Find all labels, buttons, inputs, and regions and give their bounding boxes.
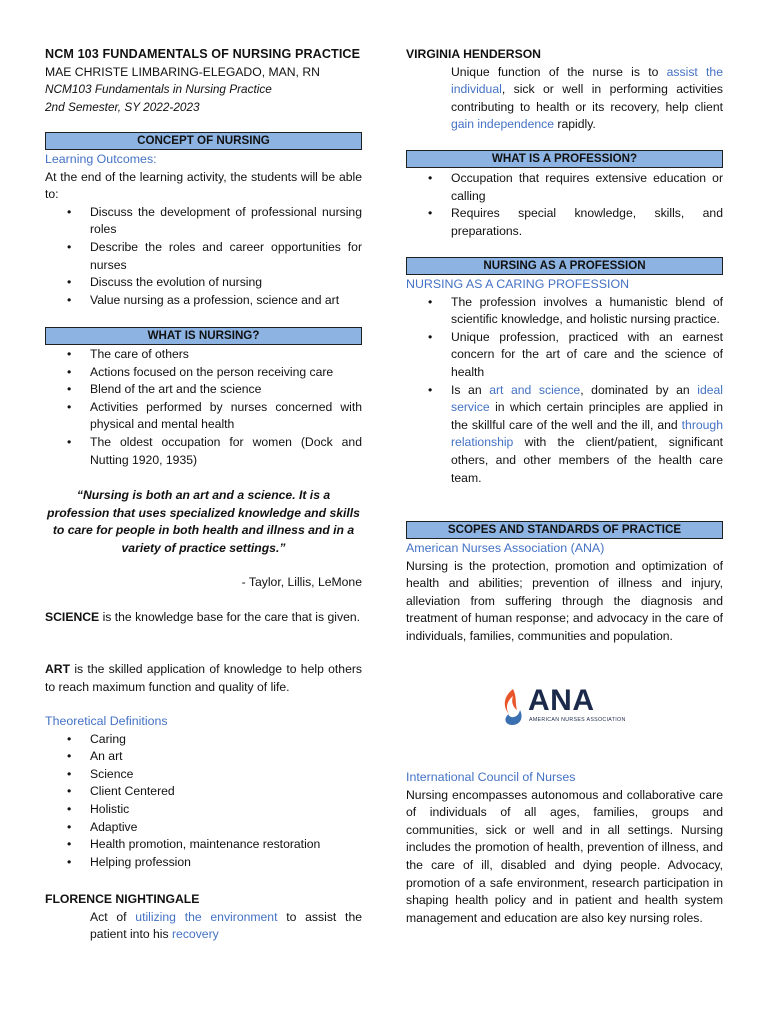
- what-is-nursing-list: [45, 346, 362, 469]
- nightingale-definition: [45, 909, 362, 944]
- list-item: • The care of others: [45, 346, 362, 364]
- text-run: to assist the patient into his: [90, 909, 362, 942]
- science-definition: [45, 609, 362, 627]
- list-item: • Adaptive: [45, 819, 362, 837]
- list-item: • Describe the roles and career opportunities for nurses: [45, 239, 362, 274]
- quote-author: - Taylor, Lillis, LeMone: [241, 575, 362, 589]
- theoretical-definitions-label: Theoretical Definitions: [45, 714, 168, 728]
- highlight-text: recovery: [171, 927, 219, 942]
- text-run: Unique function of the nurse is to: [451, 64, 667, 79]
- course-line: NCM103 Fundamentals in Nursing Practice: [45, 82, 272, 97]
- section-heading-profession: WHAT IS A PROFESSION?: [406, 150, 723, 168]
- list-item: • The oldest occupation for women (Dock and Nutting 1920, 1935): [45, 434, 362, 469]
- learning-outcomes-intro: At the end of the learning activity, the students will be able to:: [45, 169, 362, 202]
- ana-section: [406, 540, 723, 646]
- section-heading-scopes: SCOPES AND STANDARDS OF PRACTICE: [406, 521, 723, 539]
- theoretical-definitions-section: [45, 713, 362, 871]
- icn-section: [406, 769, 723, 927]
- what-is-nursing-section: [45, 346, 362, 469]
- nursing-quote: “Nursing is both an art and a science. It is a profession that uses specialized knowledge and skills to care for people in both health and illness and in a variety of practice settings.”: [47, 488, 360, 555]
- semester-line: 2nd Semester, SY 2022-2023: [45, 99, 200, 114]
- theoretical-definitions-list: [45, 731, 362, 872]
- list-item: • Requires special knowledge, skills, and preparations.: [406, 205, 723, 240]
- list-item: • Occupation that requires extensive education or calling: [406, 170, 723, 205]
- document-title: NCM 103 FUNDAMENTALS OF NURSING PRACTICE: [45, 47, 361, 61]
- list-item: • Discuss the development of professional nursing roles: [45, 204, 362, 239]
- text-run: , sick or well in performing activities contributing to health or its recovery, help client: [451, 82, 723, 114]
- nightingale-name: FLORENCE NIGHTINGALE: [45, 892, 200, 906]
- text-run: Act of: [90, 909, 136, 924]
- list-item: • The profession involves a humanistic blend of scientific knowledge, and holistic nursing practice.: [406, 294, 723, 329]
- list-item: • Actions focused on the person receiving care: [45, 364, 362, 382]
- list-item: • Value nursing as a profession, science and art: [45, 292, 362, 310]
- icn-label: International Council of Nurses: [406, 770, 576, 784]
- highlight-text: assist the individual: [451, 64, 723, 97]
- nursing-profession-list: [406, 294, 723, 488]
- section-heading-what-is-nursing: WHAT IS NURSING?: [45, 327, 362, 345]
- art-definition: [45, 661, 362, 696]
- science-text: is the knowledge base for the care that is given.: [99, 610, 361, 624]
- henderson-name: VIRGINIA HENDERSON: [406, 47, 541, 61]
- highlight-text: gain independence: [451, 117, 555, 132]
- list-item: • Unique profession, practiced with an earnest concern for the art of care and the science of health: [406, 329, 723, 382]
- highlight-text: through relationship: [451, 417, 723, 450]
- highlight-text: utilizing the environment: [135, 909, 278, 924]
- list-item: • Health promotion, maintenance restoration: [45, 836, 362, 854]
- nightingale-section: [45, 891, 362, 944]
- nursing-profession-section: [406, 276, 723, 487]
- document-header: [45, 46, 362, 116]
- art-term: ART: [45, 662, 71, 676]
- art-text: is the skilled application of knowledge to help others to reach maximum function and quality of life.: [45, 662, 362, 694]
- learning-outcomes-label: Learning Outcomes:: [45, 152, 157, 166]
- profession-list: [406, 170, 723, 240]
- text-run: with the client/patient, significant others, and other members of the health care team.: [451, 435, 723, 485]
- henderson-section: [406, 46, 723, 134]
- text-run: rapidly.: [554, 117, 596, 132]
- text-run: in which certain principles are applied in the skillful care of the well and the ill, and: [451, 400, 723, 432]
- ana-logo: [500, 684, 630, 728]
- highlight-text: ideal service: [451, 382, 723, 415]
- icn-definition: Nursing encompasses autonomous and collaborative care of individuals of all ages, families, groups and communities, sick or well and in all settings. Nursing includes the promotion of health, prevention of illness, and the care of ill, disabled and dying people. Advocacy, promotion of a safe environment, research participation in shaping health policy and in patient and health system management and education are also key nursing roles.: [406, 787, 723, 925]
- list-item: • Science: [45, 766, 362, 784]
- list-item: • An art: [45, 748, 362, 766]
- highlight-text: art and science: [489, 382, 581, 397]
- ana-logo-subtitle: AMERICAN NURSES ASSOCIATION: [529, 717, 626, 723]
- flame-icon: [500, 688, 526, 726]
- text-run: Is an: [451, 382, 490, 397]
- list-item: • Blend of the art and the science: [45, 381, 362, 399]
- list-item: • Activities performed by nurses concerned with physical and mental health: [45, 399, 362, 434]
- ana-definition: Nursing is the protection, promotion and optimization of health and abilities; prevention of illness and injury, alleviation from suffering through the diagnosis and treatment of human response; and advocacy in the care of individuals, families, communities and population.: [406, 558, 723, 643]
- ana-logo-wordmark: ANA: [528, 684, 595, 717]
- profession-section: [406, 170, 723, 240]
- list-item: • Caring: [45, 731, 362, 749]
- science-term: SCIENCE: [45, 610, 100, 624]
- list-item: • Helping profession: [45, 854, 362, 872]
- list-item: • Client Centered: [45, 783, 362, 801]
- ana-label: American Nurses Association (ANA): [406, 541, 605, 555]
- list-item: [406, 382, 723, 488]
- henderson-definition: [406, 64, 723, 134]
- text-run: , dominated by an: [580, 382, 698, 397]
- list-item: • Holistic: [45, 801, 362, 819]
- section-heading-nursing-profession: NURSING AS A PROFESSION: [406, 257, 723, 275]
- section-heading-concept: CONCEPT OF NURSING: [45, 132, 362, 150]
- learning-outcomes-list: [45, 204, 362, 310]
- author-line: MAE CHRISTE LIMBARING-ELEGADO, MAN, RN: [45, 64, 320, 79]
- caring-profession-label: NURSING AS A CARING PROFESSION: [406, 277, 630, 291]
- learning-outcomes-section: [45, 151, 362, 309]
- list-item: • Discuss the evolution of nursing: [45, 274, 362, 292]
